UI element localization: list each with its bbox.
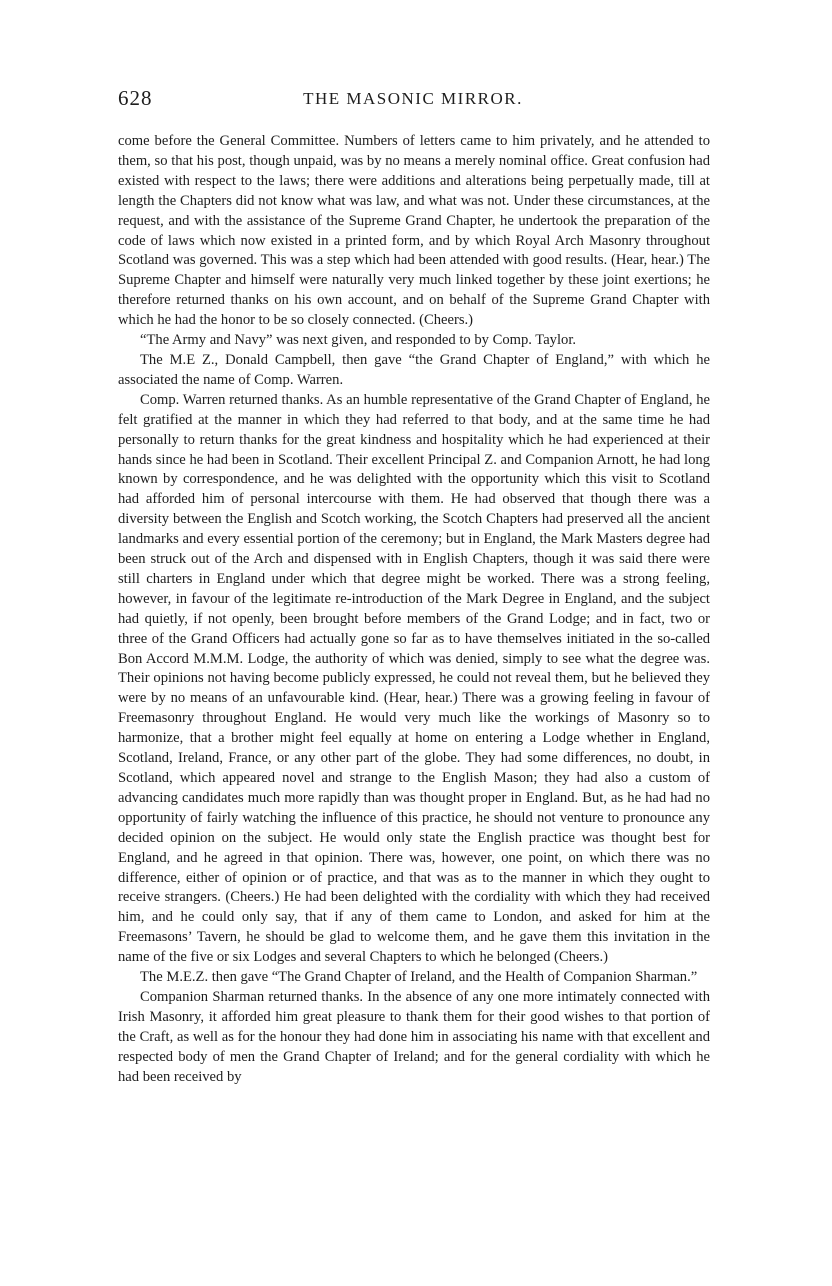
paragraph-sharman-reply: Companion Sharman returned thanks. In the absence of any one more intimately connected with Irish Masonry, it afforded him great pleasure to thank them for their good wishes to that portion of the Craft, as well as for the honour they had done him in associating his name with that excellent and respected body of men the Grand Chapter of Ireland; and for the general cordiality with which he had been received by [118, 988, 710, 1085]
paragraph-toast-army-navy: “The Army and Navy” was next given, and responded to by Comp. Taylor. [140, 332, 577, 349]
journal-title: THE MASONIC MIRROR. [303, 89, 523, 108]
running-head [118, 86, 708, 116]
paragraph-toast-grand-chapter-ireland: The M.E.Z. then gave “The Grand Chapter of Ireland, and the Health of Companion Sharman.” [140, 969, 698, 986]
page-number: 628 [118, 86, 153, 110]
paragraph-toast-grand-chapter-england: The M.E Z., Donald Campbell, then gave “the Grand Chapter of England,” with which he associated the name of Comp. Warren. [118, 351, 710, 388]
article-body [118, 132, 710, 1088]
paragraph-continued: come before the General Committee. Numbers of letters came to him privately, and he attended to them, so that his post, though unpaid, was by no means a merely nominal office. Great confusion had existed with respect to the laws; there were additions and alterations being perpetually made, till at length the Chapters did not know what was law, and what was not. Under these circumstances, at the request, and with the assistance of the Supreme Grand Chapter, he undertook the preparation of the code of laws which now existed in a printed form, and by which Royal Arch Masonry throughout Scotland was governed. This was a step which had been attended with good results. (Hear, hear.) The Supreme Chapter and himself were naturally very much linked together by these joint exertions; he therefore returned thanks on his own account, and on behalf of the Supreme Grand Chapter with which he had the honor to be so closely connected. (Cheers.) [118, 133, 710, 329]
paragraph-warren-reply: Comp. Warren returned thanks. As an humble representative of the Grand Chapter of England, he felt gratified at the manner in which they had referred to that body, and at the same time he had personally to return thanks for the great kindness and hospitality which he had experienced at their hands since he had been in Scotland. Their excellent Principal Z. and Companion Arnott, he had long known by correspondence, and he was delighted with the opportunity which this visit to Scotland had afforded him of personal intercourse with them. He had observed that though there was a diversity between the English and Scotch working, the Scotch Chapters had preserved all the ancient landmarks and every essential portion of the ceremony; but in England, the Mark Masters degree had been struck out of the Arch and dispensed with in English Chapters, though it was said there were still charters in England under which that degree might be worked. There was a strong feeling, however, in favour of the legitimate re-introduction of the Mark Degree in England, and the subject had quietly, if not openly, been brought before members of the Grand Lodge; and in fact, two or three of the Grand Officers had actually gone so far as to have themselves initiated in the so-called Bon Accord M.M.M. Lodge, the authority of which was denied, simply to see what the degree was. Their opinions not having become publicly expressed, he could not reveal them, but he believed they were by no means of an unfavourable kind. (Hear, hear.) There was a growing feeling in favour of Freemasonry throughout England. He would very much like the workings of Masonry so to harmonize, that a brother might feel equally at home on entering a Lodge whether in England, Scotland, Ireland, France, or any other part of the globe. They had some differences, no doubt, in Scotland, which appeared novel and strange to the English Mason; they had also a custom of advancing candidates much more rapidly than was thought proper in England. But, as he had had no opportunity of fairly watching the influence of this practice, he should not venture to pronounce any decided opinion on the subject. He would only state the English practice was thought best for England, and he agreed in that opinion. There was, however, one point, on which there was no difference, either of opinion or of practice, and that was as to the manner in which they ought to receive strangers. (Cheers.) He had been delighted with the cordiality with which they had received him, and he could only say, that if any of them came to London, and asked for him at the Freemasons’ Tavern, he should be glad to welcome them, and he gave them this invitation in the name of the five or six Lodges and several Chapters to which he belonged (Cheers.) [118, 391, 710, 966]
